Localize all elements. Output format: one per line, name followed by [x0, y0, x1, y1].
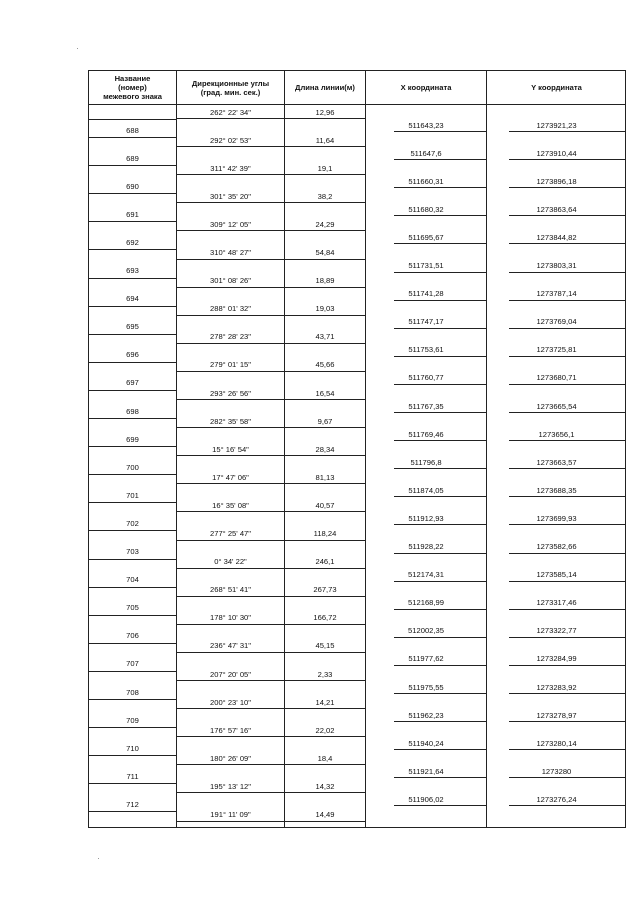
- row-separator: [177, 624, 365, 625]
- row-separator: [509, 581, 626, 582]
- row-separator: [394, 496, 486, 497]
- line-length: 16,54: [315, 388, 335, 398]
- row-separator: [394, 300, 486, 301]
- line-length: 246,1: [315, 557, 335, 567]
- row-separator: [177, 174, 365, 175]
- direction-angle: 17° 47' 06": [212, 472, 249, 482]
- point-number: 691: [126, 209, 139, 219]
- y-coordinate: 1273921,23: [536, 120, 577, 130]
- point-number: 692: [126, 237, 139, 247]
- row-separator: [394, 243, 486, 244]
- direction-angle: 15° 16' 54": [212, 444, 249, 454]
- direction-angle: 310° 48' 27": [210, 248, 251, 257]
- line-length: 118,24: [313, 529, 337, 538]
- row-separator: [89, 615, 176, 616]
- row-separator: [509, 356, 626, 357]
- direction-angle: 16° 35' 08": [212, 500, 249, 510]
- row-separator: [89, 119, 176, 120]
- row-separator: [394, 328, 486, 329]
- row-separator: [177, 708, 365, 709]
- y-coordinate: 1273844,82: [536, 232, 577, 242]
- direction-angle: 311° 42' 39": [210, 163, 251, 173]
- point-number: 703: [126, 547, 139, 556]
- line-length: 40,57: [315, 500, 335, 510]
- x-coordinate: 511660,31: [408, 176, 444, 186]
- row-separator: [509, 272, 626, 273]
- y-coordinate: 1273663,57: [536, 457, 577, 467]
- direction-angle: 236° 47' 31": [210, 641, 251, 651]
- row-separator: [509, 637, 626, 638]
- y-coordinate: 1273656,1: [538, 429, 575, 439]
- row-separator: [394, 440, 486, 441]
- direction-angle: 200° 23' 10": [210, 697, 251, 707]
- row-separator: [89, 249, 176, 250]
- row-separator: [394, 777, 486, 778]
- row-separator: [89, 306, 176, 307]
- row-separator: [394, 805, 486, 806]
- point-number: 688: [126, 125, 139, 135]
- row-separator: [177, 427, 365, 428]
- y-coordinate: 1273803,31: [536, 261, 577, 270]
- line-length: 11,64: [315, 135, 335, 145]
- row-separator: [394, 187, 486, 188]
- y-coordinate: 1273582,66: [536, 542, 577, 551]
- point-number: 693: [126, 266, 139, 275]
- row-separator: [89, 474, 176, 475]
- line-length: 28,34: [315, 444, 335, 454]
- line-length: 19,1: [317, 163, 333, 173]
- point-number: 696: [126, 350, 139, 360]
- y-coordinate: 1273317,46: [536, 598, 577, 608]
- row-separator: [394, 131, 486, 132]
- row-separator: [394, 637, 486, 638]
- direction-angle: 195° 13' 12": [210, 781, 251, 791]
- row-separator: [177, 230, 365, 231]
- row-separator: [89, 727, 176, 728]
- x-coordinate: 511977,62: [408, 654, 444, 664]
- row-separator: [509, 693, 626, 694]
- point-number: 711: [126, 771, 139, 781]
- row-separator: [509, 243, 626, 244]
- direction-angle: 207° 20' 05": [210, 669, 251, 679]
- direction-angle: 176° 57' 16": [210, 725, 251, 735]
- row-separator: [509, 468, 626, 469]
- x-coordinate: 511741,28: [408, 289, 444, 299]
- row-separator: [89, 502, 176, 503]
- row-separator: [177, 821, 365, 822]
- row-separator: [509, 215, 626, 216]
- row-separator: [509, 131, 626, 132]
- x-coordinate: 511975,55: [408, 682, 444, 692]
- row-separator: [394, 215, 486, 216]
- point-number: 708: [126, 687, 139, 697]
- point-number: 690: [126, 181, 139, 191]
- y-coordinate: 1273280,14: [536, 738, 577, 748]
- row-separator: [89, 165, 176, 166]
- line-length: 24,29: [315, 219, 335, 229]
- row-separator: [89, 587, 176, 588]
- y-coordinate: 1273699,93: [536, 513, 577, 523]
- table-header-row: [89, 71, 625, 105]
- line-length: 18,4: [317, 753, 333, 763]
- x-coordinate: 511874,05: [408, 485, 444, 495]
- row-separator: [509, 300, 626, 301]
- y-coordinate: 1273280: [541, 766, 572, 776]
- x-coordinate: 511906,02: [408, 794, 444, 804]
- y-coordinate: 1273787,14: [536, 289, 577, 299]
- direction-angle: 292° 02' 53": [210, 135, 251, 145]
- row-separator: [509, 496, 626, 497]
- line-length: 45,15: [315, 641, 335, 651]
- header-length: Длина линии(м): [295, 83, 355, 92]
- line-length: 267,73: [313, 585, 337, 595]
- y-coordinate: 1273278,97: [536, 710, 577, 720]
- point-number: 704: [126, 575, 139, 585]
- direction-angle: 301° 08' 26": [210, 276, 251, 286]
- row-separator: [89, 137, 176, 138]
- y-coordinate: 1273896,18: [536, 176, 577, 186]
- line-length: 19,03: [315, 304, 335, 314]
- y-coordinate: 1273284,99: [536, 654, 577, 664]
- line-length: 2,33: [317, 669, 333, 679]
- x-coordinate: 511928,22: [408, 542, 444, 551]
- line-length: 12,96: [315, 107, 335, 117]
- row-separator: [177, 680, 365, 681]
- x-coordinate: 511962,23: [408, 710, 444, 720]
- row-separator: [509, 665, 626, 666]
- x-coordinate: 511747,17: [408, 317, 444, 327]
- direction-angle: 191° 11' 09": [210, 810, 251, 819]
- row-separator: [509, 553, 626, 554]
- direction-angle: 277° 25' 47": [210, 529, 251, 538]
- x-coordinate: 511753,61: [408, 345, 444, 355]
- direction-angle: 301° 35' 20": [210, 191, 251, 201]
- x-coordinate: 511767,35: [408, 401, 444, 411]
- row-separator: [177, 315, 365, 316]
- y-coordinate: 1273585,14: [536, 570, 577, 580]
- row-separator: [89, 811, 176, 812]
- x-coordinate: 511796,8: [410, 457, 442, 467]
- x-coordinate: 511643,23: [408, 120, 444, 130]
- row-separator: [509, 328, 626, 329]
- point-number: 695: [126, 322, 139, 332]
- direction-angle: 293° 26' 56": [210, 388, 251, 398]
- row-separator: [509, 777, 626, 778]
- point-number: 699: [126, 434, 139, 444]
- row-separator: [177, 146, 365, 147]
- row-separator: [394, 581, 486, 582]
- header-name: Название (номер) межевого знака: [103, 74, 162, 101]
- row-separator: [177, 455, 365, 456]
- row-separator: [89, 783, 176, 784]
- row-separator: [394, 159, 486, 160]
- scan-speck: [98, 858, 99, 859]
- direction-angle: 288° 01' 32": [210, 304, 251, 314]
- row-separator: [177, 736, 365, 737]
- x-coordinate: 511680,32: [408, 204, 444, 214]
- row-separator: [89, 418, 176, 419]
- scan-speck: [77, 48, 78, 49]
- x-coordinate: 511912,93: [408, 513, 444, 523]
- direction-angle: 0° 34' 22": [214, 557, 247, 567]
- line-length: 43,71: [315, 332, 335, 342]
- row-separator: [177, 652, 365, 653]
- x-coordinate: 511695,67: [408, 232, 444, 242]
- row-separator: [177, 540, 365, 541]
- row-separator: [89, 643, 176, 644]
- direction-angle: 282° 35' 58": [210, 416, 251, 426]
- row-separator: [89, 755, 176, 756]
- x-coordinate: 512174,31: [408, 570, 444, 580]
- y-coordinate: 1273276,24: [536, 794, 577, 804]
- row-separator: [89, 193, 176, 194]
- direction-angle: 278° 28' 23": [210, 332, 251, 342]
- row-separator: [509, 609, 626, 610]
- x-coordinate: 511760,77: [408, 373, 444, 383]
- x-coordinate: 512002,35: [408, 626, 444, 636]
- row-separator: [509, 721, 626, 722]
- row-separator: [89, 221, 176, 222]
- y-coordinate: 1273322,77: [536, 626, 577, 636]
- point-number: 707: [126, 659, 139, 669]
- y-coordinate: 1273680,71: [536, 373, 577, 383]
- row-separator: [177, 792, 365, 793]
- row-separator: [509, 187, 626, 188]
- point-number: 698: [126, 406, 139, 416]
- row-separator: [89, 530, 176, 531]
- row-separator: [89, 362, 176, 363]
- row-separator: [394, 468, 486, 469]
- y-coordinate: 1273769,04: [536, 317, 577, 327]
- point-number: 709: [126, 715, 139, 725]
- x-coordinate: 511647,6: [410, 148, 442, 158]
- row-separator: [394, 665, 486, 666]
- line-length: 81,13: [315, 472, 335, 482]
- row-separator: [394, 412, 486, 413]
- line-length: 18,89: [315, 276, 335, 286]
- row-separator: [177, 399, 365, 400]
- row-separator: [177, 371, 365, 372]
- line-length: 38,2: [317, 191, 333, 201]
- row-separator: [89, 559, 176, 560]
- x-coordinate: 511769,46: [408, 429, 444, 439]
- row-separator: [509, 384, 626, 385]
- line-length: 166,72: [313, 613, 337, 623]
- line-length: 22,02: [315, 725, 335, 735]
- row-separator: [394, 609, 486, 610]
- row-separator: [177, 343, 365, 344]
- row-separator: [509, 524, 626, 525]
- y-coordinate: 1273910,44: [536, 148, 577, 158]
- point-number: 694: [126, 294, 139, 304]
- row-separator: [177, 568, 365, 569]
- row-separator: [177, 287, 365, 288]
- row-separator: [509, 805, 626, 806]
- direction-angle: 262° 22' 34": [210, 107, 251, 117]
- line-length: 54,84: [315, 248, 335, 257]
- row-separator: [509, 159, 626, 160]
- line-length: 9,67: [317, 416, 333, 426]
- line-length: 45,66: [315, 360, 335, 370]
- row-separator: [509, 749, 626, 750]
- header-y: Y координата: [531, 83, 582, 92]
- point-number: 710: [126, 743, 139, 753]
- point-number: 705: [126, 603, 139, 613]
- row-separator: [509, 440, 626, 441]
- point-number: 701: [126, 490, 139, 500]
- y-coordinate: 1273688,35: [536, 485, 577, 495]
- row-separator: [89, 699, 176, 700]
- direction-angle: 178° 10' 30": [210, 613, 251, 623]
- row-separator: [394, 356, 486, 357]
- row-separator: [394, 272, 486, 273]
- line-length: 14,21: [315, 697, 335, 707]
- boundary-coordinates-table: [88, 70, 626, 828]
- line-length: 14,49: [315, 810, 335, 819]
- row-separator: [89, 334, 176, 335]
- point-number: 697: [126, 378, 139, 388]
- row-separator: [89, 446, 176, 447]
- y-coordinate: 1273283,92: [536, 682, 577, 692]
- row-separator: [394, 749, 486, 750]
- header-angles: Дирекционные углы (град. мин. сек.): [191, 78, 270, 97]
- row-separator: [177, 202, 365, 203]
- y-coordinate: 1273665,54: [536, 401, 577, 411]
- x-coordinate: 511731,51: [408, 261, 444, 270]
- row-separator: [394, 553, 486, 554]
- direction-angle: 180° 26' 09": [210, 753, 251, 763]
- point-number: 712: [126, 799, 139, 809]
- row-separator: [394, 721, 486, 722]
- point-number: 700: [126, 462, 139, 472]
- y-coordinate: 1273725,81: [536, 345, 577, 355]
- y-coordinate: 1273863,64: [536, 204, 577, 214]
- row-separator: [394, 384, 486, 385]
- row-separator: [89, 390, 176, 391]
- row-separator: [89, 278, 176, 279]
- point-number: 689: [126, 153, 139, 163]
- point-number: 702: [126, 518, 139, 528]
- row-separator: [509, 412, 626, 413]
- x-coordinate: 512168,99: [408, 598, 444, 608]
- row-separator: [177, 511, 365, 512]
- row-separator: [177, 596, 365, 597]
- row-separator: [394, 693, 486, 694]
- direction-angle: 268° 51' 41": [210, 585, 251, 595]
- row-separator: [394, 524, 486, 525]
- x-coordinate: 511940,24: [408, 738, 444, 748]
- row-separator: [177, 764, 365, 765]
- point-number: 706: [126, 631, 139, 641]
- row-separator: [177, 483, 365, 484]
- header-x: X координата: [400, 83, 452, 92]
- line-length: 14,32: [315, 781, 335, 791]
- direction-angle: 309° 12' 05": [210, 219, 251, 229]
- row-separator: [177, 259, 365, 260]
- row-separator: [177, 118, 365, 119]
- x-coordinate: 511921,64: [408, 766, 444, 776]
- direction-angle: 279° 01' 15": [210, 360, 251, 370]
- row-separator: [89, 671, 176, 672]
